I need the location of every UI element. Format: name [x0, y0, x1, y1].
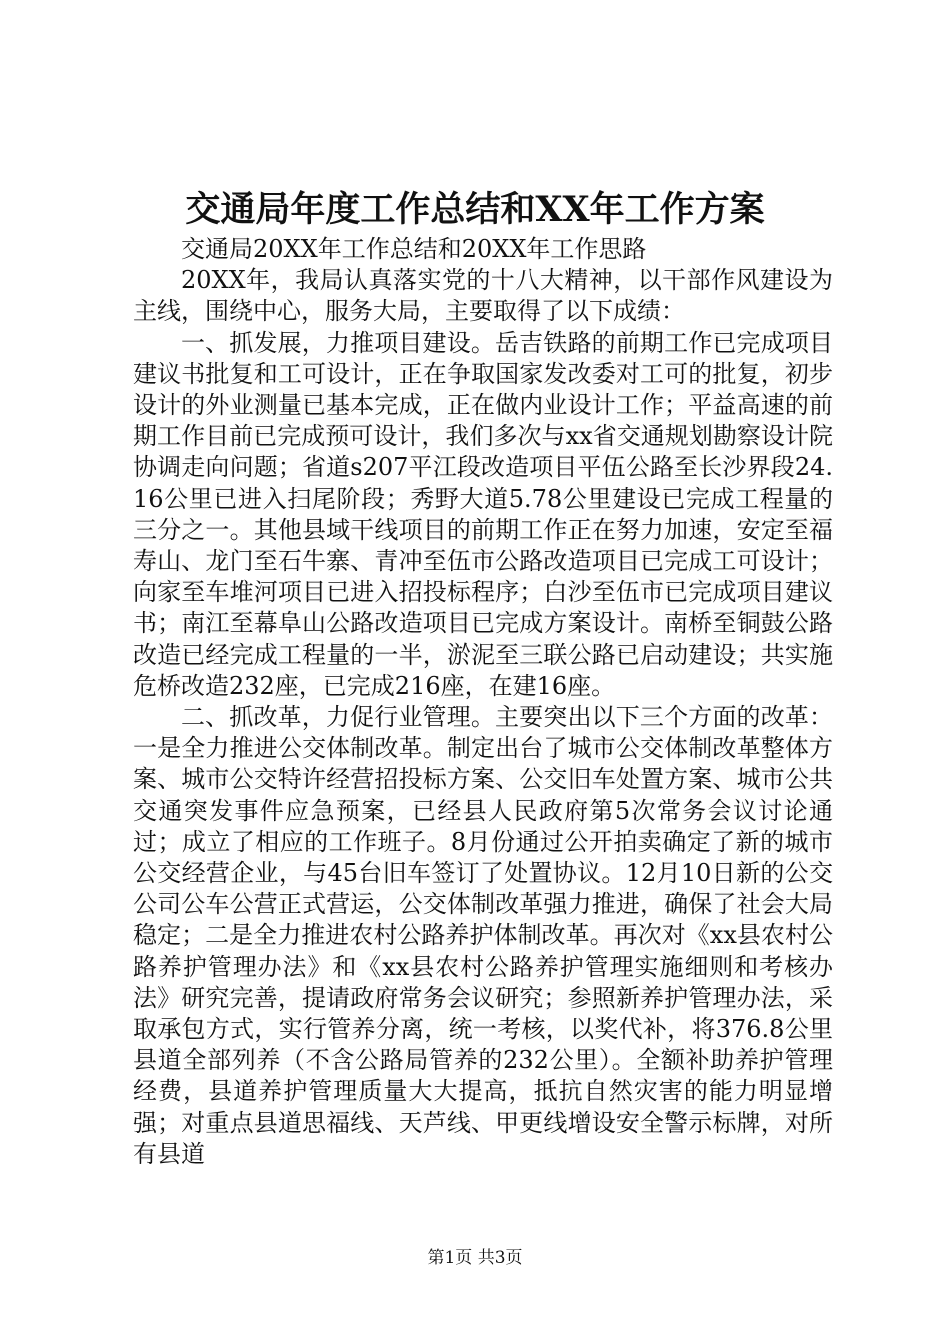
document-body: [133, 234, 833, 1170]
page-number: 第1页 共3页: [427, 1248, 523, 1268]
section-one-paragraph: 一、抓发展，力推项目建设。岳吉铁路的前期工作已完成项目建议书批复和工可设计，正在争取国家发改委对工可的批复，初步设计的外业测量已基本完成，正在做内业设计工作；平益高速的前期工作目前已完成预可设计，我们多次与xx省交通规划勘察设计院协调走向问题；省道s207平江段改造项目平伍公路至长沙界段24.16公里已进入扫尾阶段；秀野大道5.78公里建设已完成工程量的三分之一。其他县域干线项目的前期工作正在努力加速，安定至福寿山、龙门至石牛寨、青冲至伍市公路改造项目已完成工可设计；向家至车堆河项目已进入招投标程序；白沙至伍市已完成项目建议书；南江至幕阜山公路改造项目已完成方案设计。南桥至铜鼓公路改造已经完成工程量的一半，淤泥至三联公路已启动建设；共实施危桥改造232座，已完成216座，在建16座。: [133, 328, 833, 700]
document-title: 交通局年度工作总结和XX年工作方案: [185, 189, 765, 230]
section-two-paragraph: 二、抓改革，力促行业管理。主要突出以下三个方面的改革：一是全力推进公交体制改革。制定出台了城市公交体制改革整体方案、城市公交特许经营招投标方案、公交旧车处置方案、城市公共交通突发事件应急预案，已经县人民政府第5次常务会议讨论通过；成立了相应的工作班子。8月份通过公开拍卖确定了新的城市公交经营企业，与45台旧车签订了处置协议。12月10日新的公交公司公车公营正式营运，公交体制改革强力推进，确保了社会大局稳定；二是全力推进农村公路养护体制改革。再次对《xx县农村公路养护管理办法》和《xx县农村公路养护管理实施细则和考核办法》研究完善，提请政府常务会议研究；参照新养护管理办法，采取承包方式，实行管养分离，统一考核，以奖代补，将376.8公里县道全部列养（不含公路局管养的232公里）。全额补助养护管理经费，县道养护管理质量大大提高，抵抗自然灾害的能力明显增强；对重点县道思福线、天芦线、甲更线增设安全警示标牌，对所有县道: [133, 703, 833, 1168]
subtitle-paragraph: 交通局20XX年工作总结和20XX年工作思路: [181, 235, 647, 263]
intro-paragraph: 20XX年，我局认真落实党的十八大精神，以干部作风建设为主线，围绕中心，服务大局，主要取得了以下成绩：: [133, 266, 833, 326]
